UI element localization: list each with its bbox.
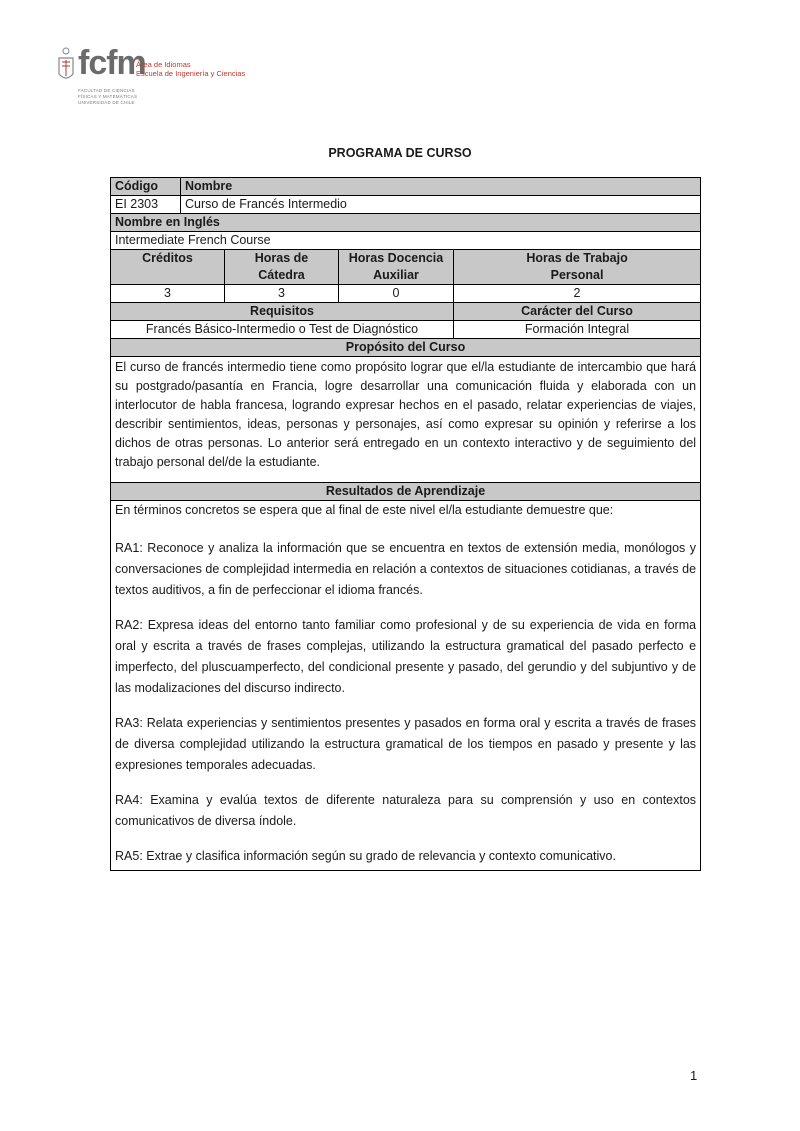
proposito-text: El curso de francés intermedio tiene como propósito lograr que el/la estudiante de intercambio que hará su postgrado/pasantía en Francia, logre desarrollar una comunicación fluida y elaborada con un interlocutor de habla francesa, logrando expresar hechos en el pasado, relatar experiencias de viajes, describir sentimientos, ideas, personas y personajes, así como expresar su opinión y referirse a los dichos de otras personas. Lo anterior será entregado en un contexto interactivo y de seguimiento del trabajo personal del/de la estudiante. bbox=[115, 360, 697, 469]
resultados-cell bbox=[111, 501, 701, 871]
table-row bbox=[111, 214, 701, 232]
page-title: PROGRAMA DE CURSO bbox=[328, 146, 472, 160]
learning-outcome: RA2: Expresa ideas del entorno tanto familiar como profesional y de su experiencia de vida en forma oral y escrita a través de frases complejas, utilizando la estructura gramatical del pasado perfecto e imperfecto, del pluscuamperfecto, del condicional presente y pasado, del gerundio y del subjuntivo y de las modalizaciones del discurso indirecto. bbox=[115, 618, 697, 695]
nombre-value: Curso de Francés Intermedio bbox=[181, 196, 701, 214]
table-row bbox=[111, 303, 701, 321]
table-row bbox=[111, 501, 701, 871]
resultados-intro: En términos concretos se espera que al final de este nivel el/la estudiante demuestre que: bbox=[115, 503, 614, 517]
trabajo-label: Horas de Trabajo Personal bbox=[454, 250, 701, 285]
creditos-value: 3 bbox=[111, 285, 225, 303]
proposito-label: Propósito del Curso bbox=[111, 339, 701, 357]
page-number: 1 bbox=[690, 1068, 698, 1083]
caracter-label: Carácter del Curso bbox=[454, 303, 701, 321]
table-row bbox=[111, 285, 701, 303]
trabajo-value: 2 bbox=[454, 285, 701, 303]
table-row bbox=[111, 178, 701, 196]
catedra-value: 3 bbox=[225, 285, 339, 303]
nombre-ingles-label: Nombre en Inglés bbox=[111, 214, 701, 232]
fcfm-logo bbox=[56, 44, 246, 104]
requisitos-value: Francés Básico-Intermedio o Test de Diagnóstico bbox=[111, 321, 454, 339]
catedra-label: Horas de Cátedra bbox=[225, 250, 339, 285]
logo-brand: fcfm bbox=[78, 44, 146, 82]
logo-faculty-line: FACULTAD DE CIENCIAS bbox=[78, 88, 135, 93]
table-row bbox=[111, 321, 701, 339]
resultados-label: Resultados de Aprendizaje bbox=[111, 483, 701, 501]
docencia-value: 0 bbox=[339, 285, 454, 303]
table-row bbox=[111, 196, 701, 214]
learning-outcome: RA3: Relata experiencias y sentimientos presentes y pasados en forma oral y escrita a través de frases de diversa complejidad utilizando la estructura gramatical de los tiempos en pasado y presente y las expresiones temporales adecuadas. bbox=[115, 716, 697, 772]
course-program-table bbox=[110, 177, 701, 871]
table-row bbox=[111, 339, 701, 357]
logo-area: Área de Idiomas bbox=[136, 60, 191, 69]
table-row bbox=[111, 357, 701, 483]
logo-faculty-line: FÍSICAS Y MATEMÁTICAS bbox=[78, 94, 138, 99]
learning-outcome: RA5: Extrae y clasifica información según su grado de relevancia y contexto comunicativo. bbox=[115, 849, 616, 863]
caracter-value: Formación Integral bbox=[454, 321, 701, 339]
university-crest-icon bbox=[56, 46, 76, 86]
requisitos-label: Requisitos bbox=[111, 303, 454, 321]
codigo-value: EI 2303 bbox=[111, 196, 181, 214]
creditos-label: Créditos bbox=[111, 250, 225, 285]
learning-outcome: RA1: Reconoce y analiza la información que se encuentra en textos de extensión media, monólogos y conversaciones de complejidad intermedia en relación a contextos de situaciones cotidianas, a través de textos auditivos, a fin de perfeccionar el idioma francés. bbox=[115, 541, 697, 597]
nombre-ingles-value: Intermediate French Course bbox=[111, 232, 701, 250]
table-row bbox=[111, 483, 701, 501]
docencia-label: Horas Docencia Auxiliar bbox=[339, 250, 454, 285]
logo-school: Escuela de Ingeniería y Ciencias bbox=[136, 69, 246, 78]
nombre-label: Nombre bbox=[181, 178, 701, 196]
logo-faculty-line: UNIVERSIDAD DE CHILE bbox=[78, 100, 135, 105]
proposito-cell bbox=[111, 357, 701, 483]
table-row bbox=[111, 232, 701, 250]
codigo-label: Código bbox=[111, 178, 181, 196]
learning-outcome: RA4: Examina y evalúa textos de diferente naturaleza para su comprensión y uso en contextos comunicativos de diversa índole. bbox=[115, 793, 697, 828]
table-row bbox=[111, 250, 701, 285]
